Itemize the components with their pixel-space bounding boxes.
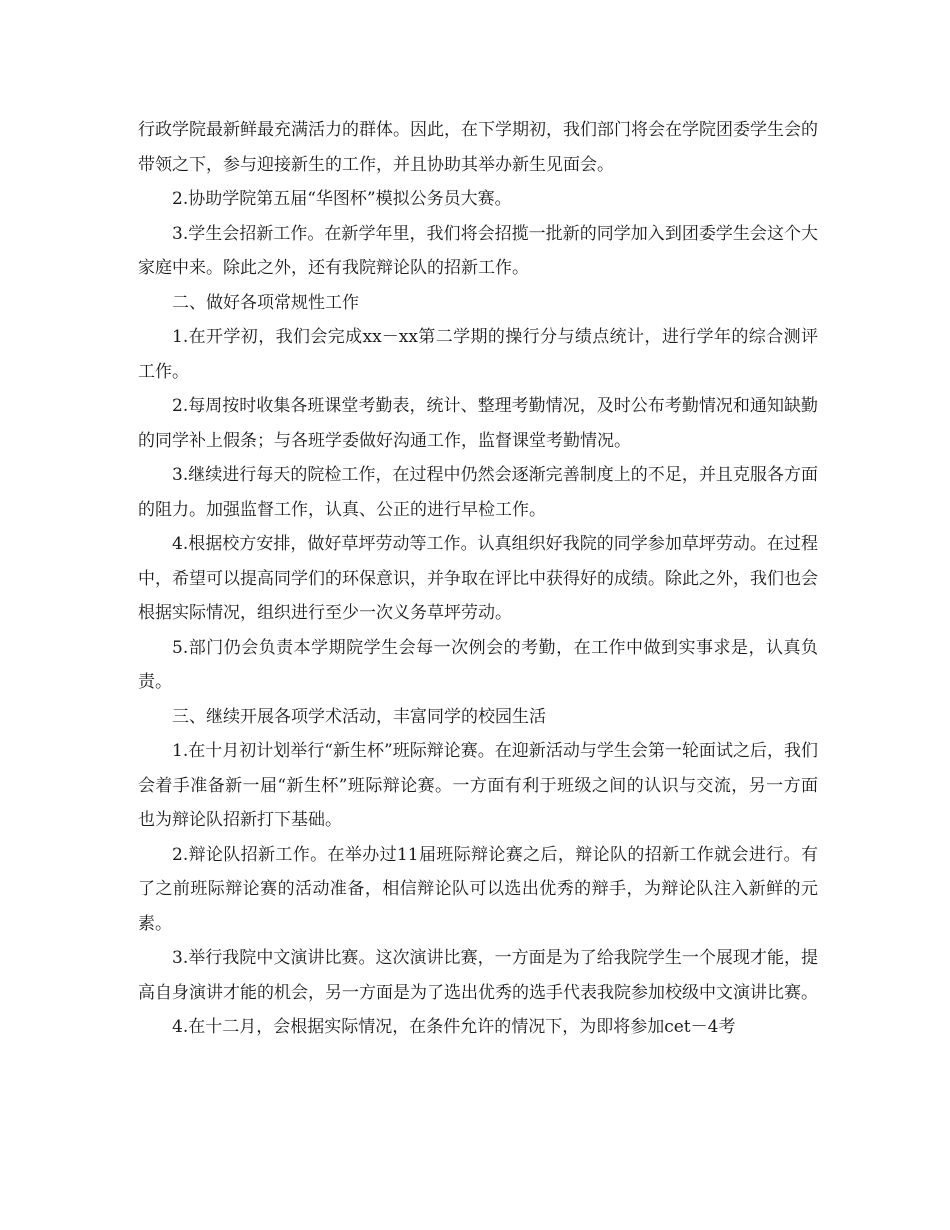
paragraph-item: 4.在十二月，会根据实际情况，在条件允许的情况下，为即将参加cet－4考 bbox=[172, 1017, 736, 1037]
paragraph-item: 3.举行我院中文演讲比赛。这次演讲比赛，一方面是为了给我院学生一个展现才能，提高自身演讲才能的机会，另一方面是为了选出优秀的选手代表我院参加校级中文演讲比赛。 bbox=[138, 948, 818, 1003]
section-heading: 二、做好各项常规性工作 bbox=[172, 292, 359, 313]
section-heading: 三、继续开展各项学术活动，丰富同学的校园生活 bbox=[172, 706, 546, 727]
paragraph-item: 3.学生会招新工作。在新学年里，我们将会招揽一批新的同学加入到团委学生会这个大家庭中来。除此之外，还有我院辩论队的招新工作。 bbox=[138, 223, 818, 278]
paragraph-item: 3.继续进行每天的院检工作，在过程中仍然会逐渐完善制度上的不足，并且克服各方面的阻力。加强监督工作，认真、公正的进行早检工作。 bbox=[138, 465, 818, 520]
paragraph-item: 2.每周按时收集各班课堂考勤表，统计、整理考勤情况，及时公布考勤情况和通知缺勤的同学补上假条；与各班学委做好沟通工作，监督课堂考勤情况。 bbox=[138, 396, 818, 451]
paragraph-item: 4.根据校方安排，做好草坪劳动等工作。认真组织好我院的同学参加草坪劳动。在过程中，希望可以提高同学们的环保意识，并争取在评比中获得好的成绩。除此之外，我们也会根据实际情况，组织进行至少一次义务草坪劳动。 bbox=[138, 534, 818, 623]
paragraph-item: 1.在开学初，我们会完成xx－xx第二学期的操行分与绩点统计，进行学年的综合测评工作。 bbox=[138, 327, 818, 382]
paragraph-item: 2.辩论队招新工作。在举办过11届班际辩论赛之后，辩论队的招新工作就会进行。有了之前班际辩论赛的活动准备，相信辩论队可以选出优秀的辩手，为辩论队注入新鲜的元素。 bbox=[138, 844, 818, 934]
document-page bbox=[138, 113, 818, 1045]
paragraph-item: 5.部门仍会负责本学期院学生会每一次例会的考勤，在工作中做到实事求是，认真负责。 bbox=[138, 637, 818, 692]
paragraph-item: 2.协助学院第五届“华图杯”模拟公务员大赛。 bbox=[172, 189, 512, 209]
paragraph-intro-continuation: 行政学院最新鲜最充满活力的群体。因此，在下学期初，我们部门将会在学院团委学生会的带领之下，参与迎接新生的工作，并且协助其举办新生见面会。 bbox=[138, 120, 818, 175]
paragraph-item: 1.在十月初计划举行“新生杯”班际辩论赛。在迎新活动与学生会第一轮面试之后，我们会着手准备新一届“新生杯”班际辩论赛。一方面有利于班级之间的认识与交流，另一方面也为辩论队招新打下基础。 bbox=[138, 741, 818, 830]
